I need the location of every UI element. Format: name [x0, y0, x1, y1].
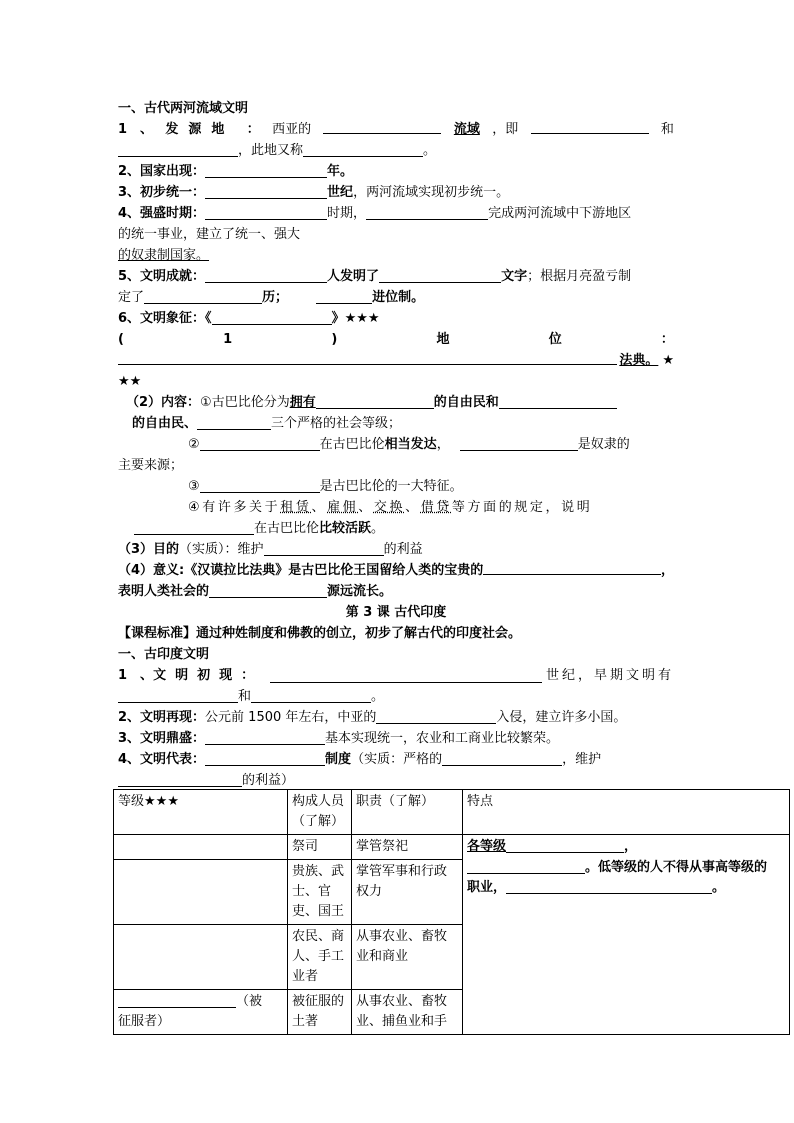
blank[interactable] — [506, 879, 712, 894]
line-meaning: （4）意义 :《汉谟拉比法典》是古巴比伦王国留给人类的宝贵的 ， — [118, 560, 674, 581]
blank[interactable] — [264, 541, 384, 556]
feature-cell: 各等级 ， 。低等级的人不得从事高等级的 职业， 。 — [463, 835, 790, 1035]
section-heading: 一、古代两河流域文明 — [118, 101, 249, 116]
blank[interactable] — [376, 709, 496, 724]
line-content-cont: 的自由民、 三个严格的社会等级； — [132, 416, 402, 431]
blank[interactable] — [316, 394, 434, 409]
line-state: 2、国家出现： 年。 — [118, 164, 354, 179]
blank[interactable] — [197, 415, 271, 430]
line-origin: 1 、 发源地 ： 西亚的 流域 ，即 和 — [118, 119, 674, 140]
blank[interactable] — [379, 268, 501, 283]
blank[interactable] — [212, 310, 332, 325]
blank[interactable] — [200, 436, 320, 451]
blank[interactable] — [118, 142, 238, 157]
worksheet: 一、古代两河流域文明 1 、 发源地 ： 西亚的 流域 ，即 和 ，此地又称 。 2、国家出现： 年。 3、初步统一： 世纪，两河流域实现初步统一。 4、强盛时期： 时期， 完成两河流域中下游地区 的统一事业，建立了统一、强大 的奴隶制国家。 5、文明成就： 人发明了 文字；根据月亮盈亏制 定了 历； 进位制。 6、文明象征：《 》★★★ ( 1 ) 地 位 ： 法典。 ★ ★★ （2）内容：①古巴比伦分为拥有 的自由民和 的自由民、 三个严格的社会等级； ② 在古巴比伦相当发达， 是奴隶的 主要来源； ③ 是古巴比伦的一大特征。 ④有许多关于租赁、雇佣、交换、借贷等方面的规定，说明 在古巴比伦比较活跃。 （3）目的（实质）：维护 的利益 （4）意义 :《汉谟拉比法典》是古巴比伦王国留给人类的宝贵的 ， 表明人类社会的 源远流长。 第 3 课 古代印度 【课程标准】通过种姓制度和佛教的创立，初步了解古代的印度社会。 一、古印度文明 1 、 文明初现 ： 世纪，早期文明有 和 。 2、文明再现：公元前 1500 年左右，中亚的 入侵，建立许多小国。 3、文明鼎盛： 基本实现统一，农业和工商业比较繁荣。 4、文明代表： 制度（实质：严格的 ，维护 的利益） — [118, 98, 674, 791]
blank[interactable] — [144, 289, 262, 304]
blank[interactable] — [205, 751, 325, 766]
line-content-3: ③ 是古巴比伦的一大特征。 — [188, 479, 463, 494]
blank[interactable] — [205, 205, 327, 220]
line-origin-cont: ，此地又称 。 — [118, 140, 674, 161]
blank[interactable] — [270, 668, 542, 683]
section-heading: 一、古印度文明 — [118, 647, 210, 662]
blank[interactable] — [251, 688, 371, 703]
table-row: 农民、商人、手工业者 从事农业、畜牧业和商业 — [114, 925, 790, 990]
blank[interactable] — [118, 350, 617, 365]
blank[interactable] — [205, 730, 325, 745]
blank[interactable] — [205, 163, 327, 178]
line-meaning-cont: 表明人类社会的 源远流长。 — [118, 584, 393, 599]
blank[interactable] — [531, 119, 649, 134]
blank[interactable] — [366, 205, 488, 220]
blank[interactable] — [506, 838, 624, 853]
line-content-5: 在古巴比伦比较活跃。 — [118, 518, 674, 539]
line-appear: 1 、 文明初现 ： 世纪，早期文明有 — [118, 668, 674, 683]
blank[interactable] — [134, 520, 254, 535]
line-status-cont: 法典。 ★ — [118, 350, 674, 371]
line-status: ( 1 ) 地 位 ： — [118, 332, 674, 347]
table-header: 等级★★★ 构成人员（了解） 职责（了解） 特点 — [114, 790, 790, 835]
blank[interactable] — [467, 859, 585, 874]
blank[interactable] — [483, 560, 661, 575]
blank[interactable] — [200, 478, 320, 493]
line-unify: 3、初步统一： 世纪，两河流域实现初步统一。 — [118, 185, 510, 200]
line-content: （2）内容：①古巴比伦分为拥有 的自由民和 — [118, 392, 674, 413]
blank[interactable] — [118, 772, 242, 787]
course-standard: 【课程标准】通过种姓制度和佛教的创立，初步了解古代的印度社会。 — [118, 626, 522, 641]
line-represent-cont: 的利益） — [118, 770, 674, 791]
blank[interactable] — [205, 268, 327, 283]
line-purpose: （3）目的（实质）：维护 的利益 — [118, 542, 423, 557]
line-peak: 4、强盛时期： 时期， 完成两河流域中下游地区 — [118, 206, 632, 221]
blank[interactable] — [323, 119, 441, 134]
line-achieve: 5、文明成就： 人发明了 文字；根据月亮盈亏制 — [118, 269, 632, 284]
blank[interactable] — [460, 436, 578, 451]
blank[interactable] — [205, 184, 327, 199]
line-represent: 4、文明代表： 制度（实质：严格的 ，维护 — [118, 752, 602, 767]
line-reappear: 2、文明再现：公元前 1500 年左右，中亚的 入侵，建立许多小国。 — [118, 710, 627, 725]
line-content-2: ② 在古巴比伦相当发达， 是奴隶的 — [188, 437, 630, 452]
table-row: 祭司 掌管祭祀 各等级 ， 。低等级的人不得从事高等级的 职业， 。 — [114, 835, 790, 860]
lesson-title: 第 3 课 古代印度 — [345, 605, 447, 620]
blank[interactable] — [316, 289, 372, 304]
line-achieve-cont: 定了 历； 进位制。 — [118, 290, 425, 305]
table-row: （被 征服者） 被征服的土著 从事农业、畜牧业、捕鱼业和手 — [114, 990, 790, 1035]
blank[interactable] — [118, 993, 236, 1008]
line-content-4: ④有许多关于租赁、雇佣、交换、借贷等方面的规定，说明 — [188, 500, 593, 515]
blank[interactable] — [442, 751, 562, 766]
line-symbol: 6、文明象征：《 》★★★ — [118, 311, 380, 326]
table-row: 贵族、武士、官吏、国王 掌管军事和行政权力 — [114, 860, 790, 925]
caste-table — [113, 789, 790, 1035]
blank[interactable] — [118, 688, 238, 703]
blank[interactable] — [303, 142, 423, 157]
line-appear-cont: 和 。 — [118, 686, 674, 707]
blank[interactable] — [499, 394, 617, 409]
line-peak-india: 3、文明鼎盛： 基本实现统一，农业和工商业比较繁荣。 — [118, 731, 560, 746]
blank[interactable] — [209, 583, 327, 598]
